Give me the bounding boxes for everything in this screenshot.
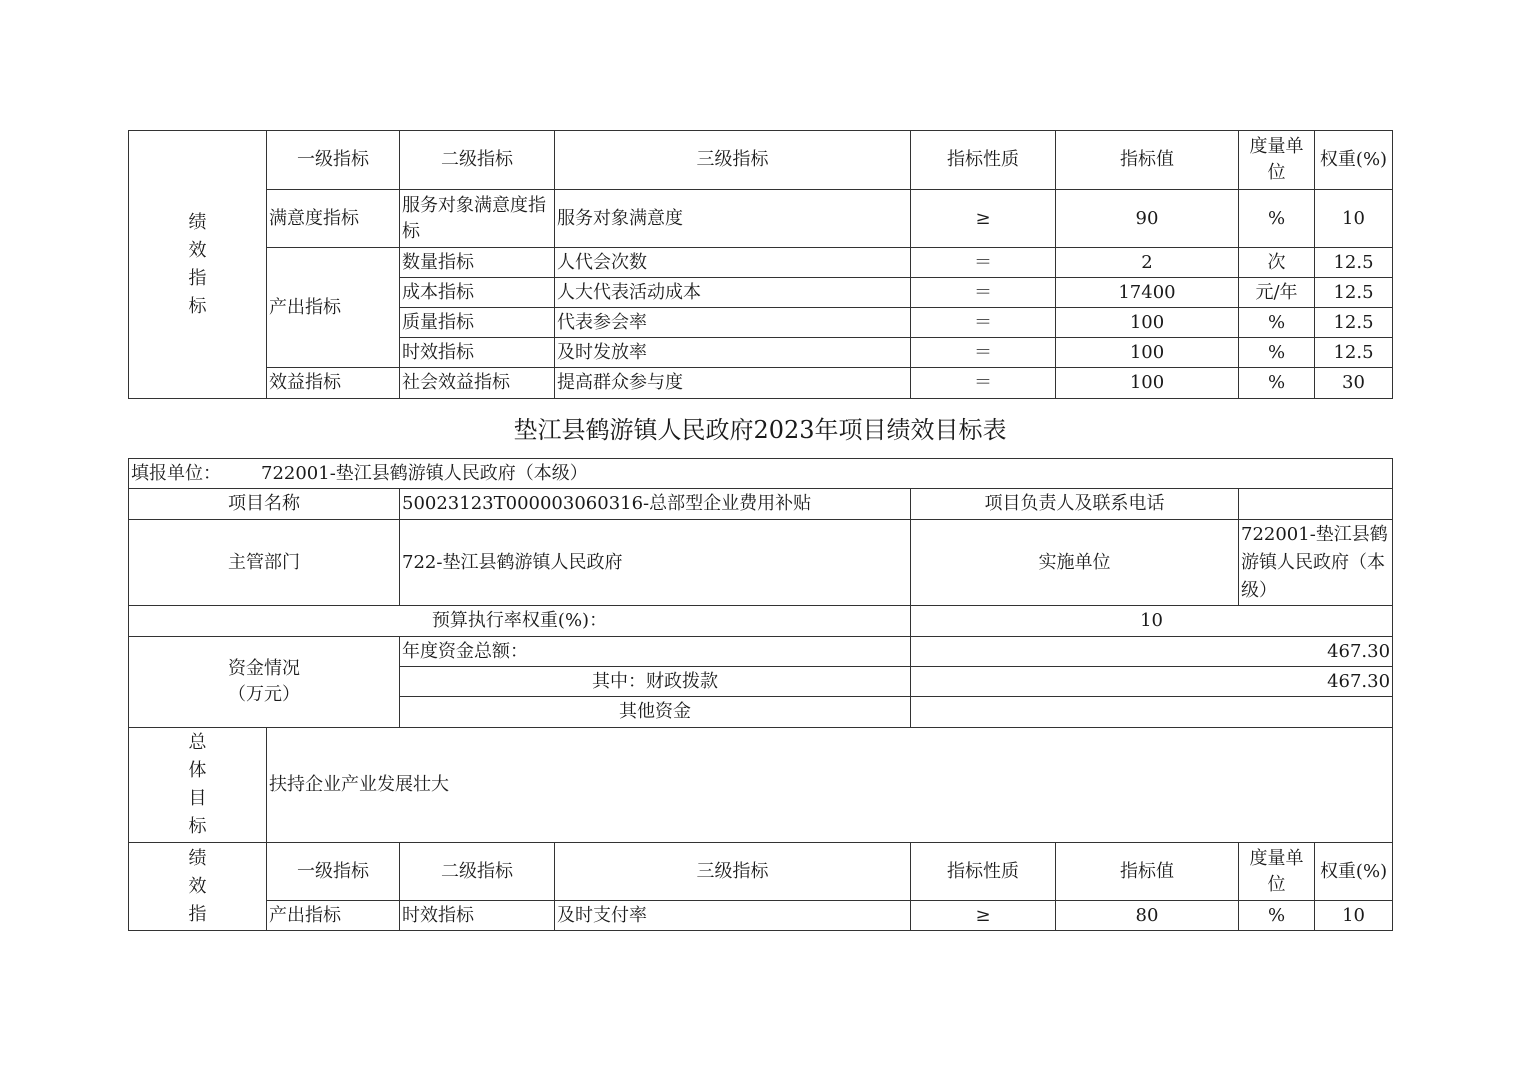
cell-value: 100 (1056, 308, 1239, 338)
filler-unit-label: 填报单位： (131, 462, 221, 484)
cell-value: 2 (1056, 248, 1239, 278)
dept-value: 722-垫江县鹤游镇人民政府 (400, 520, 911, 606)
header-unit: 度量单位 (1239, 843, 1315, 901)
cell-nature: ＝ (911, 368, 1056, 399)
fiscal-value: 467.30 (911, 667, 1393, 697)
cell-weight: 12.5 (1315, 278, 1393, 308)
cell-level2: 数量指标 (400, 248, 555, 278)
budget-rate-label: 预算执行率权重(%)： (129, 606, 911, 637)
filler-unit-row (129, 459, 1393, 489)
cell-nature: ＝ (911, 248, 1056, 278)
funds-label: 资金情况 （万元） (129, 637, 400, 728)
cell-level3: 及时支付率 (555, 901, 911, 931)
cell-value: 17400 (1056, 278, 1239, 308)
cell-level1: 满意度指标 (267, 190, 400, 248)
cell-weight: 12.5 (1315, 338, 1393, 368)
header-level3: 三级指标 (555, 131, 911, 190)
cell-weight: 12.5 (1315, 248, 1393, 278)
cell-level1: 产出指标 (267, 901, 400, 931)
overall-goal-label: 总 体 目 标 (129, 728, 267, 843)
table-row (129, 248, 1393, 278)
cell-weight: 10 (1315, 190, 1393, 248)
cell-level2: 成本指标 (400, 278, 555, 308)
cell-value: 80 (1056, 901, 1239, 931)
overall-goal-value: 扶持企业产业发展壮大 (267, 728, 1393, 843)
cell-value: 90 (1056, 190, 1239, 248)
cell-level2: 社会效益指标 (400, 368, 555, 399)
header-weight: 权重(%) (1315, 843, 1393, 901)
header-level2: 二级指标 (400, 843, 555, 901)
header-level2: 二级指标 (400, 131, 555, 190)
header-value: 指标值 (1056, 131, 1239, 190)
project-goal-table (128, 458, 1393, 931)
perf-indicator-side-label: 绩 效 指 (129, 843, 267, 931)
header-level3: 三级指标 (555, 843, 911, 901)
table-row (129, 368, 1393, 399)
project-name-value: 50023123T000003060316-总部型企业费用补贴 (400, 489, 911, 520)
other-funds-value (911, 697, 1393, 728)
cell-unit: 元/年 (1239, 278, 1315, 308)
other-funds-label: 其他资金 (400, 697, 911, 728)
cell-nature: ＝ (911, 338, 1056, 368)
cell-unit: 次 (1239, 248, 1315, 278)
header-unit: 度量单位 (1239, 131, 1315, 190)
header-weight: 权重(%) (1315, 131, 1393, 190)
cell-nature: ＝ (911, 278, 1056, 308)
annual-total-value: 467.30 (911, 637, 1393, 667)
budget-rate-value: 10 (911, 606, 1393, 637)
cell-nature: ＝ (911, 308, 1056, 338)
header-nature: 指标性质 (911, 131, 1056, 190)
project-name-label: 项目名称 (129, 489, 400, 520)
cell-weight: 10 (1315, 901, 1393, 931)
page-title: 垫江县鹤游镇人民政府2023年项目绩效目标表 (513, 416, 1007, 444)
cell-level1: 产出指标 (267, 248, 400, 368)
indicator-table-top (128, 130, 1393, 399)
header-level1: 一级指标 (267, 131, 400, 190)
annual-total-label: 年度资金总额： (400, 637, 911, 667)
cell-level3: 代表参会率 (555, 308, 911, 338)
table-row (129, 190, 1393, 248)
cell-level3: 及时发放率 (555, 338, 911, 368)
impl-unit-value: 722001-垫江县鹤游镇人民政府（本级） (1239, 520, 1393, 606)
cell-level3: 提高群众参与度 (555, 368, 911, 399)
impl-unit-label: 实施单位 (911, 520, 1239, 606)
header-value: 指标值 (1056, 843, 1239, 901)
cell-value: 100 (1056, 368, 1239, 399)
cell-level3: 服务对象满意度 (555, 190, 911, 248)
cell-nature: ≥ (911, 190, 1056, 248)
cell-level2: 质量指标 (400, 308, 555, 338)
table-row (129, 901, 1393, 931)
header-level1: 一级指标 (267, 843, 400, 901)
cell-weight: 12.5 (1315, 308, 1393, 338)
cell-unit: % (1239, 190, 1315, 248)
cell-value: 100 (1056, 338, 1239, 368)
cell-weight: 30 (1315, 368, 1393, 399)
cell-unit: % (1239, 368, 1315, 399)
cell-level2: 服务对象满意度指标 (400, 190, 555, 248)
cell-level3: 人大代表活动成本 (555, 278, 911, 308)
perf-indicator-side-label: 绩 效 指 标 (129, 131, 267, 399)
contact-label: 项目负责人及联系电话 (911, 489, 1239, 520)
fiscal-label: 其中：财政拨款 (400, 667, 911, 697)
contact-value (1239, 489, 1393, 520)
cell-level2: 时效指标 (400, 901, 555, 931)
header-nature: 指标性质 (911, 843, 1056, 901)
cell-level2: 时效指标 (400, 338, 555, 368)
cell-level1: 效益指标 (267, 368, 400, 399)
cell-unit: % (1239, 901, 1315, 931)
dept-label: 主管部门 (129, 520, 400, 606)
filler-unit-value: 722001-垫江县鹤游镇人民政府（本级） (261, 462, 588, 484)
cell-nature: ≥ (911, 901, 1056, 931)
cell-level3: 人代会次数 (555, 248, 911, 278)
cell-unit: % (1239, 338, 1315, 368)
cell-unit: % (1239, 308, 1315, 338)
